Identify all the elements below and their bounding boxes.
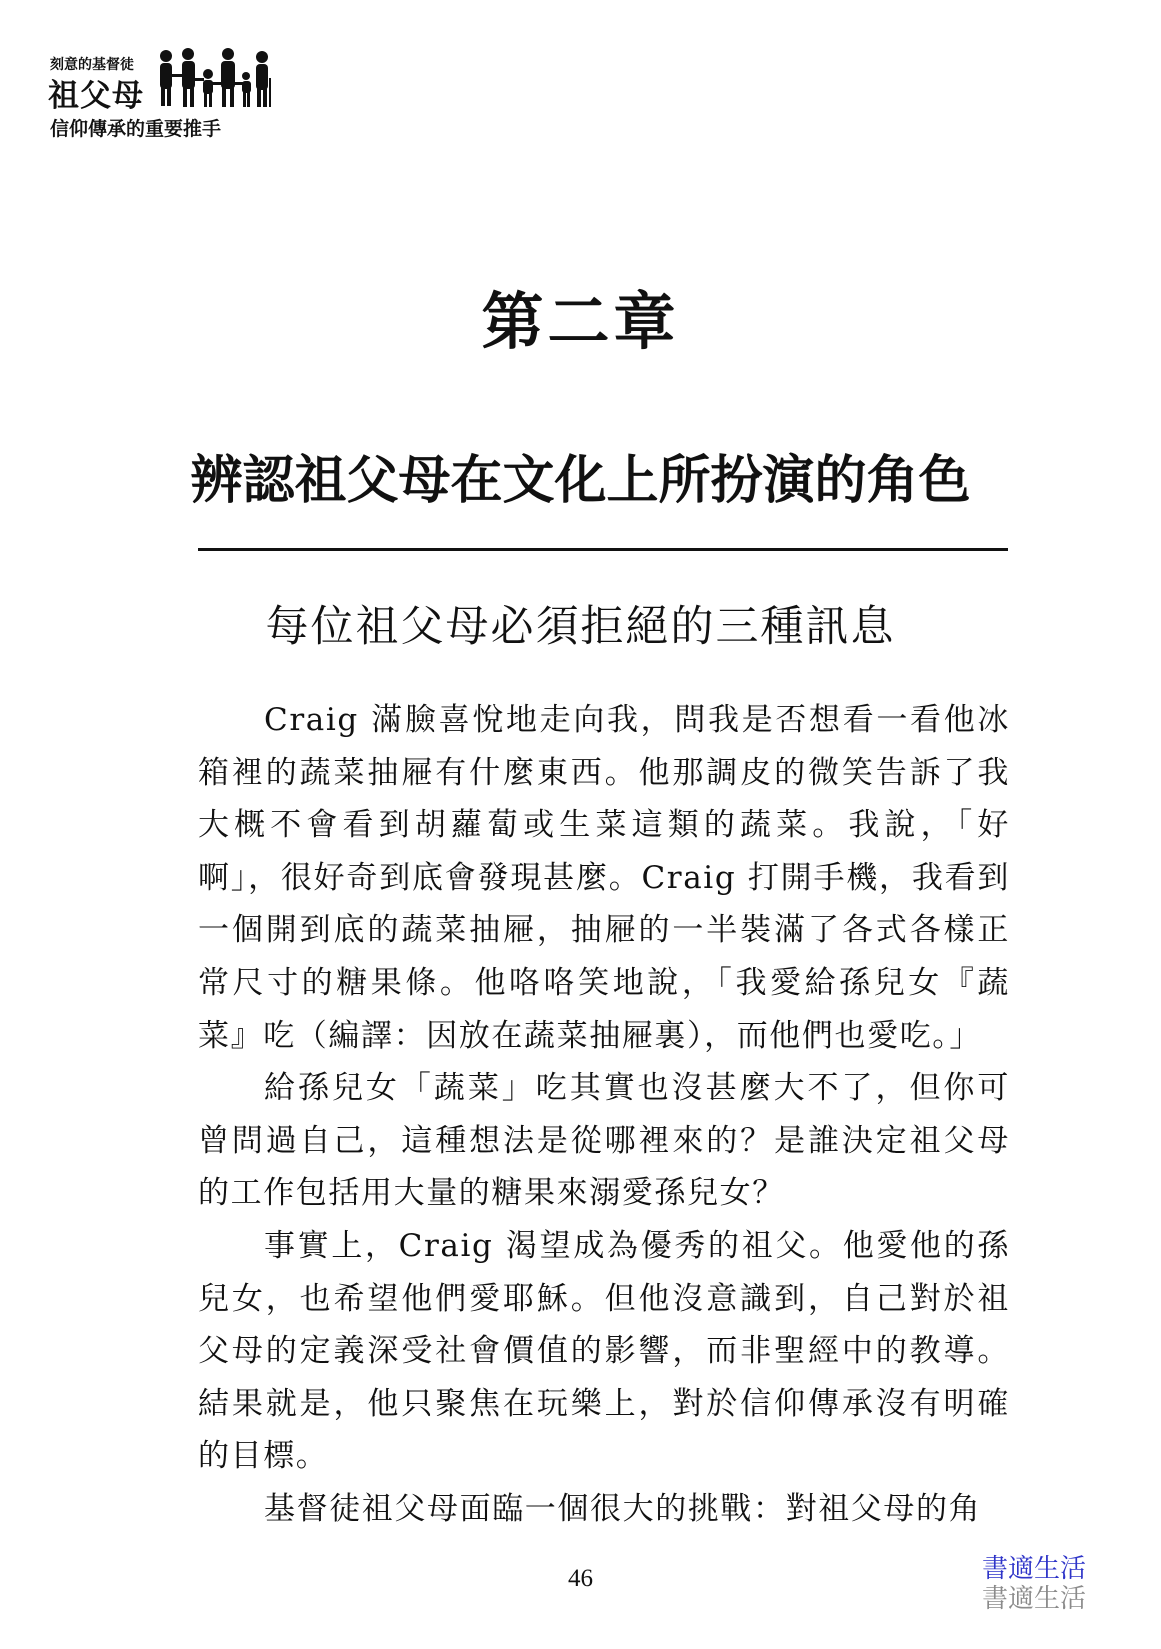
paragraph: 基督徒祖父母面臨一個很大的挑戰：對祖父母的角: [264, 1490, 982, 1527]
book-logo: [48, 48, 278, 148]
page-number: 46: [568, 1565, 593, 1592]
chapter-title: 辨認祖父母在文化上所扮演的角色: [190, 450, 971, 511]
title-divider: [198, 548, 1008, 551]
paragraph: 給孫兒女「蔬菜」吃其實也沒甚麼大不了，但你可曾問過自己，這種想法是從哪裡來的？是誰決定祖父母的工作包括用大量的糖果來溺愛孫兒女？: [198, 1070, 1010, 1212]
logo-title: 祖父母: [48, 78, 144, 114]
logo-subtitle: 信仰傳承的重要推手: [50, 118, 222, 140]
publisher-watermark: 書適生活: [982, 1554, 1087, 1584]
body-text: [198, 694, 1010, 1536]
publisher-watermark-echo: 書適生活: [982, 1584, 1087, 1614]
section-title: 每位祖父母必須拒絕的三種訊息: [265, 602, 896, 652]
paragraph: Craig 滿臉喜悅地走向我，問我是否想看一看他冰箱裡的蔬菜抽屜有什麼東西。他那調皮的微笑告訴了我大概不會看到胡蘿蔔或生菜這類的蔬菜。我說，「好啊」，很好奇到底會發現甚麼。Craig 打開手機，我看到一個開到底的蔬菜抽屜，抽屜的一半裝滿了各式各樣正常尺寸的糖果條。他咯咯笑地說，「我愛給孫兒女『蔬菜』吃（編譯：因放在蔬菜抽屜裏），而他們也愛吃。」: [198, 702, 1010, 1054]
family-silhouette-icon: [154, 48, 272, 108]
chapter-number: 第二章: [481, 285, 680, 358]
logo-tagline: 刻意的基督徒: [50, 57, 134, 73]
paragraph: 事實上，Craig 渴望成為優秀的祖父。他愛他的孫兒女，也希望他們愛耶穌。但他沒意識到，自己對於祖父母的定義深受社會價值的影響，而非聖經中的教導。結果就是，他只聚焦在玩樂上，對於信仰傳承沒有明確的目標。: [198, 1227, 1010, 1475]
